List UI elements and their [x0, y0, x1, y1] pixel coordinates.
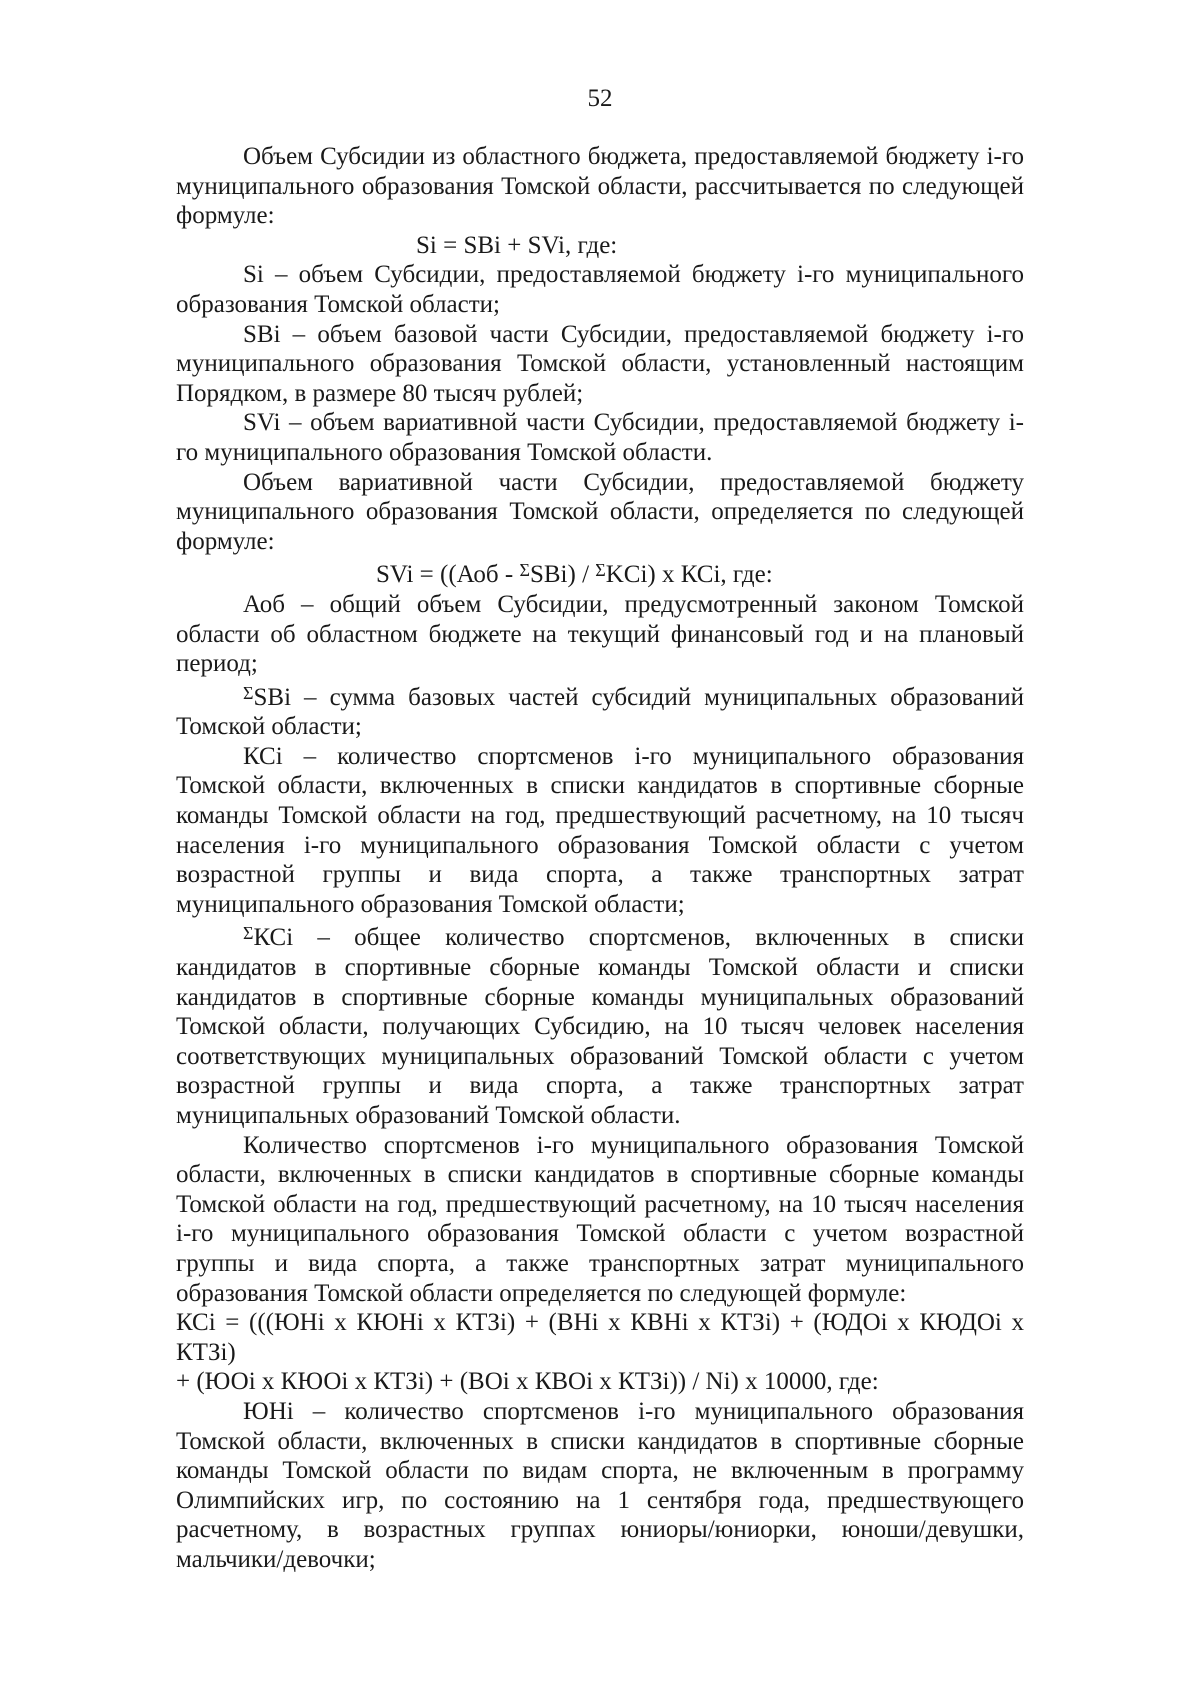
- page-number: 52: [587, 85, 613, 112]
- definition-si: Si – объем Субсидии, предоставляемой бюджету i-го муниципального образования Томской области;: [176, 261, 1024, 318]
- formula-svi-part-c: KCi) х КСi, где:: [605, 561, 773, 589]
- definition-yuni: ЮНi – количество спортсменов i-го муниципального образования Томской области, включенных в списки кандидатов в спортивные сборные команды Томской области по видам спорта, не включенным в программу Олимпийских игр, по состоянию на 1 сентября года, предшествующего расчетному, в возрастных группах юниоры/юниорки, юноши/девушки, мальчики/девочки;: [176, 1397, 1024, 1573]
- variable-part-intro: Объем вариативной части Субсидии, предоставляемой бюджету муниципального образования Томской области, определяется по следующей формуле:: [176, 468, 1024, 555]
- document-body: [176, 142, 1024, 1575]
- kci-intro-paragraph: Количество спортсменов i-го муниципального образования Томской области, включенных в списки кандидатов в спортивные сборные команды Томской области на год, предшествующий расчетному, на 10 тысяч населения i-го муниципального образования Томской области с учетом возрастной группы и вида спорта, а также транспортных затрат муниципального образования Томской области определяется по следующей формуле:: [176, 1131, 1024, 1307]
- formula-svi: [176, 556, 1024, 590]
- formula-kci: [176, 1308, 1024, 1397]
- intro-paragraph: Объем Субсидии из областного бюджета, предоставляемой бюджету i-го муниципального образования Томской области, рассчитывается по следующей формуле:: [176, 143, 1024, 230]
- definition-sum-sbi: [176, 679, 1024, 742]
- definition-sum-kci-text: КСi – общее количество спортсменов, включенных в списки кандидатов в спортивные сборные команды Томской области и списки кандидатов в спортивные сборные команды муниципальных образований Томской области, получающих Субсидию, на 10 тысяч человек населения соответствующих муниципальных образований Томской области с учетом возрастной группы и вида спорта, а также транспортных затрат муниципальных образований Томской области.: [176, 924, 1024, 1129]
- definition-sbi: SBi – объем базовой части Субсидии, предоставляемой бюджету i-го муниципального образования Томской области, установленный настоящим Порядком, в размере 80 тысяч рублей;: [176, 320, 1024, 407]
- definition-svi: SVi – объем вариативной части Субсидии, предоставляемой бюджету i-го муниципального образования Томской области.: [176, 409, 1024, 466]
- definition-aob: Аоб – общий объем Субсидии, предусмотренный законом Томской области об областном бюджете на текущий финансовый год и на плановый период;: [176, 590, 1024, 678]
- formula-svi-part-a: SVi = ((Аоб -: [376, 561, 520, 589]
- formula-svi-part-b: SBi) /: [529, 561, 596, 589]
- definition-kci: КСi – количество спортсменов i-го муниципального образования Томской области, включенных в списки кандидатов в спортивные сборные команды Томской области на год, предшествующий расчетному, на 10 тысяч населения i-го муниципального образования Томской области с учетом возрастной группы и вида спорта, а также транспортных затрат муниципального образования Томской области;: [176, 742, 1024, 918]
- sigma-symbol: Σ: [519, 560, 530, 581]
- formula-kci-line1: КСi = (((ЮНi х КЮНi х КТЗi) + (ВНi х КВНi х КТЗi) + (ЮДОi х КЮДОi х КТЗi): [176, 1309, 1024, 1366]
- sigma-symbol: Σ: [243, 923, 254, 944]
- formula-si: Si = SBi + SVi, где:: [416, 231, 618, 259]
- formula-kci-line2: + (ЮОi х КЮОi х КТЗi) + (ВОi х КВОi х КТЗi)) / Ni) х 10000, где:: [176, 1368, 879, 1396]
- definition-sum-sbi-text: SBi – сумма базовых частей субсидий муниципальных образований Томской области;: [176, 683, 1024, 741]
- definition-sum-kci: [176, 919, 1024, 1130]
- sigma-symbol: Σ: [243, 682, 254, 703]
- sigma-symbol: Σ: [595, 560, 606, 581]
